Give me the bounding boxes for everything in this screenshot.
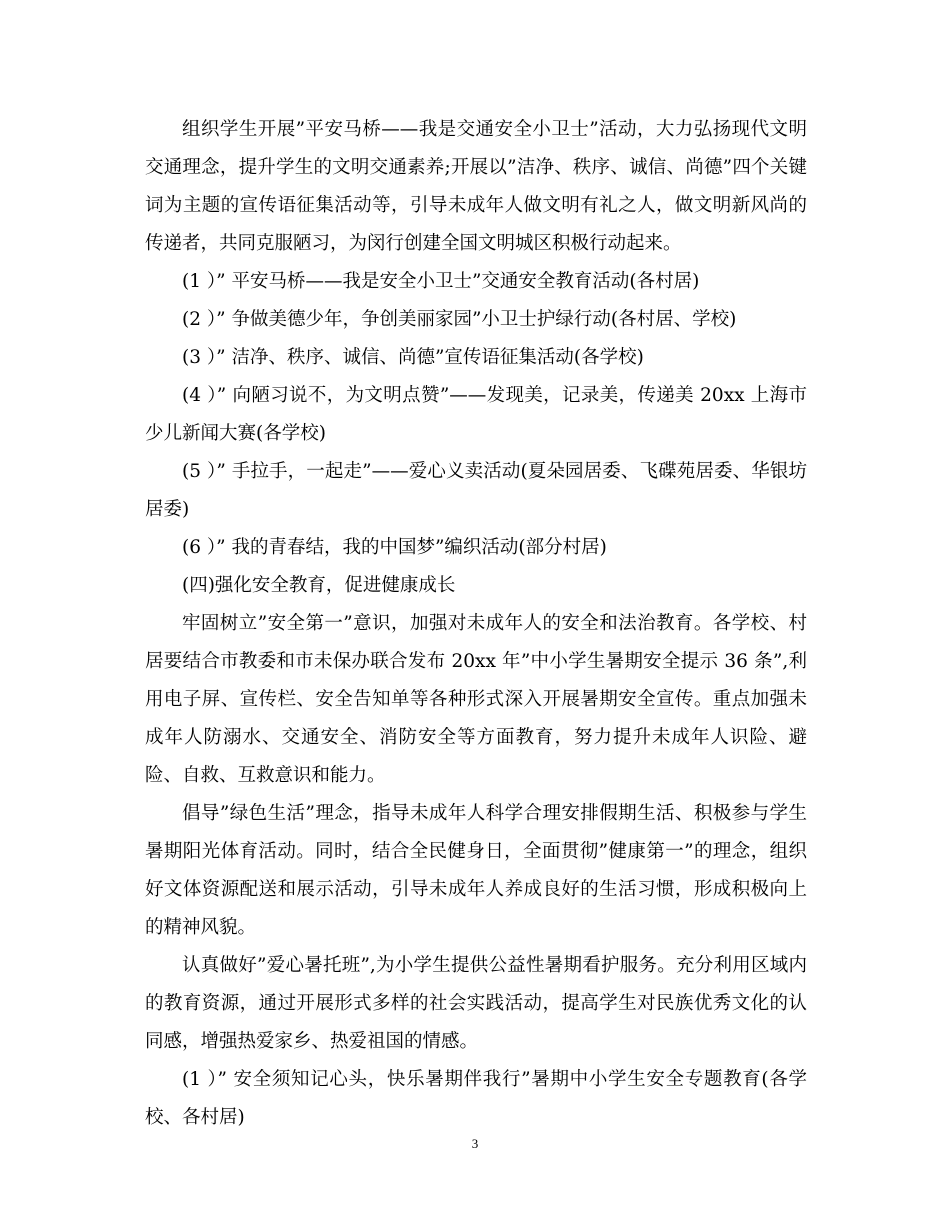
list-item-5: (5 ）” 手拉手，一起走”——爱心义卖活动(夏朵园居委、飞碟苑居委、华银坊居委) [145, 461, 807, 520]
paragraph-summer-care: 认真做好”爱心暑托班”,为小学生提供公益性暑期看护服务。充分利用区域内的教育资源，通过开展形式多样的社会实践活动，提高学生对民族优秀文化的认同感，增强热爱家乡、热爱祖国的情感。 [145, 955, 807, 1052]
list-item-2: (2 ）” 争做美德少年，争创美丽家园”小卫士护绿行动(各村居、学校) [182, 309, 737, 330]
list-item-1: (1 ）” 平安马桥——我是安全小卫士”交通安全教育活动(各村居) [182, 271, 700, 292]
list-item-3: (3 ）” 洁净、秩序、诚信、尚德”宣传语征集活动(各学校) [182, 347, 644, 368]
list-item-safety-1: (1 ）” 安全须知记心头，快乐暑期伴我行”暑期中小学生安全专题教育(各学校、各村居) [145, 1069, 807, 1128]
paragraph-safety: 牢固树立”安全第一”意识，加强对未成年人的安全和法治教育。各学校、村居要结合市教委和市未保办联合发布 20xx 年”中小学生暑期安全提示 36 条”,利用电子屏、宣传栏、安全告知单等各种形式深入开展暑期安全宣传。重点加强未成年人防溺水、交通安全、消防安全等方面教育，努力提升未成年人识险、避险、自救、互救意识和能力。 [145, 613, 807, 786]
list-item-4: (4 ）” 向陋习说不，为文明点赞”——发现美，记录美，传递美 20xx 上海市少儿新闻大赛(各学校) [145, 385, 807, 444]
section-heading: (四)强化安全教育，促进健康成长 [182, 575, 456, 596]
document-body [145, 111, 807, 1137]
paragraph-intro: 组织学生开展”平安马桥——我是交通安全小卫士”活动，大力弘扬现代文明交通理念，提升学生的文明交通素养;开展以”洁净、秩序、诚信、尚德”四个关键词为主题的宣传语征集活动等，引导未成年人做文明有礼之人，做文明新风尚的传递者，共同克服陋习，为闵行创建全国文明城区积极行动起来。 [145, 119, 807, 254]
paragraph-green-life: 倡导”绿色生活”理念，指导未成年人科学合理安排假期生活、积极参与学生暑期阳光体育活动。同时，结合全民健身日，全面贯彻”健康第一”的理念，组织好文体资源配送和展示活动，引导未成年人养成良好的生活习惯，形成积极向上的精神风貌。 [145, 803, 807, 938]
list-item-6: (6 ）” 我的青春结，我的中国梦”编织活动(部分村居) [182, 537, 607, 558]
page-number: 3 [471, 1136, 479, 1151]
